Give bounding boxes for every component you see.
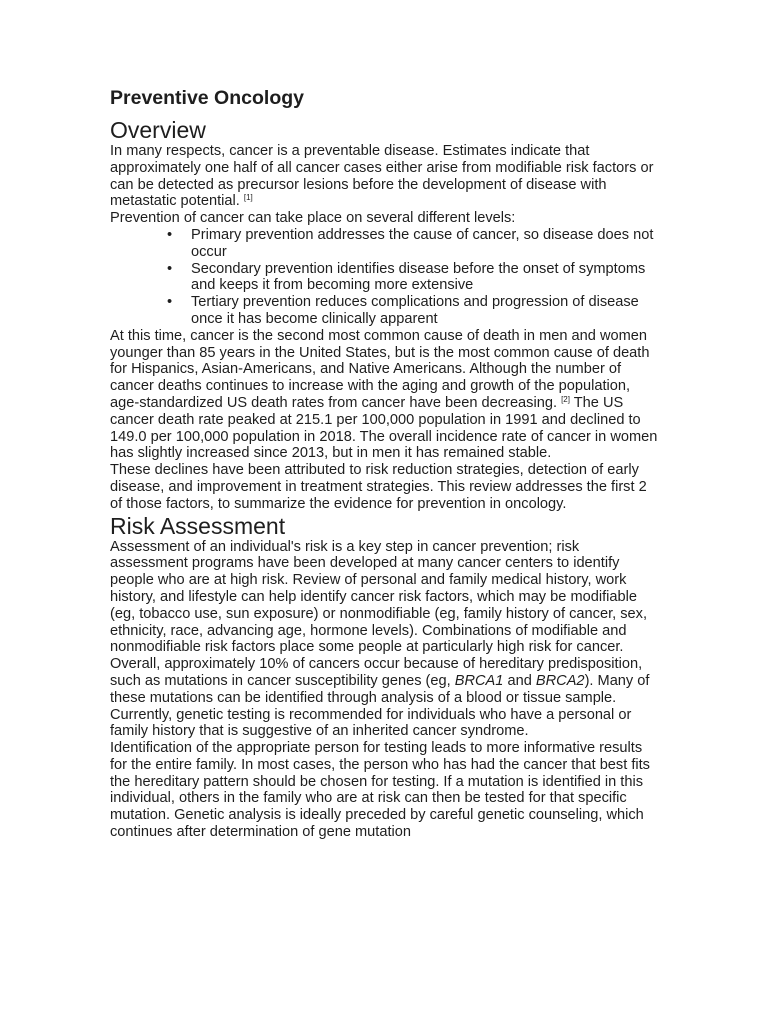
list-item: [167, 260, 658, 295]
overview-paragraph-3: [110, 328, 658, 462]
list-item: [167, 226, 658, 261]
overview-heading: Overview: [110, 117, 206, 143]
bullet-icon: •: [167, 294, 173, 311]
risk-paragraph-2: [110, 656, 658, 740]
list-item: [167, 294, 658, 328]
overview-paragraph-2: Prevention of cancer can take place on several different levels:: [110, 210, 516, 227]
page-title: Preventive Oncology: [110, 87, 304, 109]
list-item-text: Secondary prevention identifies disease before the onset of symptoms and keeps it from becoming more extensive: [191, 260, 646, 294]
overview-paragraph-4: These declines have been attributed to risk reduction strategies, detection of early disease, and improvement in treatment strategies. This review addresses the first 2 of those factors, to summarize the evidence for prevention in oncology.: [110, 462, 647, 512]
overview-paragraph-1-text: In many respects, cancer is a preventable disease. Estimates indicate that approximately one half of all cancer cases either arise from modifiable risk factors or can be detected as precursor lesions before the development of disease with metastatic potential.: [110, 143, 654, 210]
bullet-icon: •: [167, 226, 173, 243]
risk-paragraph-2-text-a: Overall, approximately 10% of cancers occur because of hereditary predisposition, such as mutations in cancer susceptibility genes (eg,: [110, 656, 643, 689]
risk-paragraph-3: Identification of the appropriate person for testing leads to more informative results for the entire family. In most cases, the person who has had the cancer that best fits the hereditary pattern should be chosen for testing. If a mutation is identified in this individual, others in the family who are at risk can then be tested for that specific mutation. Genetic analysis is ideally preceded by careful genetic counseling, which continues after determination of gene mutation: [110, 740, 650, 841]
risk-paragraph-2-text-b: and: [503, 672, 536, 689]
bullet-icon: •: [167, 260, 173, 277]
reference-2-link[interactable]: [2]: [561, 394, 570, 404]
reference-1-link[interactable]: [1]: [243, 193, 253, 203]
list-item-text: Tertiary prevention reduces complications and progression of disease once it has become clinically apparent: [191, 294, 639, 327]
overview-paragraph-3-text-b: The US cancer death rate peaked at 215.1 per 100,000 population in 1991 and declined to 149.0 per 100,000 population in 2018. The overall incidence rate of cancer in women has slightly increased since 2013, but in men it has remained stable.: [110, 394, 658, 462]
list-item-text: Primary prevention addresses the cause of cancer, so disease does not occur: [191, 226, 654, 260]
document-page: [110, 86, 658, 841]
gene-brca2: BRCA2: [535, 672, 585, 689]
risk-paragraph-1: Assessment of an individual's risk is a key step in cancer prevention; risk assessment programs have been developed at many cancer centers to identify people who are at high risk. Review of personal and family medical history, work history, and lifestyle can help identify cancer risk factors, which may be modifiable (eg, tobacco use, sun exposure) or nonmodifiable (eg, family history of cancer, sex, ethnicity, race, advancing age, hormone levels). Combinations of modifiable and nonmodifiable risk factors place some people at particularly high risk for cancer.: [110, 538, 647, 656]
overview-paragraph-3-text-a: At this time, cancer is the second most common cause of death in men and women younger than 85 years in the United States, but is the most common cause of death for Hispanics, Asian-Americans, and Native Americans. Although the number of cancer deaths continues to increase with the aging and growth of the population, age-standardized US death rates from cancer have been decreasing.: [110, 327, 650, 411]
risk-assessment-heading: Risk Assessment: [110, 512, 286, 539]
gene-brca1: BRCA1: [454, 672, 504, 689]
overview-paragraph-1: [110, 143, 658, 210]
prevention-levels-list: [110, 227, 658, 328]
risk-paragraph-2-text-c: ). Many of these mutations can be identified through analysis of a blood or tissue sample. Currently, genetic testing is recommended for individuals who have a personal or family history that is suggestive of an inherited cancer syndrome.: [110, 672, 650, 740]
